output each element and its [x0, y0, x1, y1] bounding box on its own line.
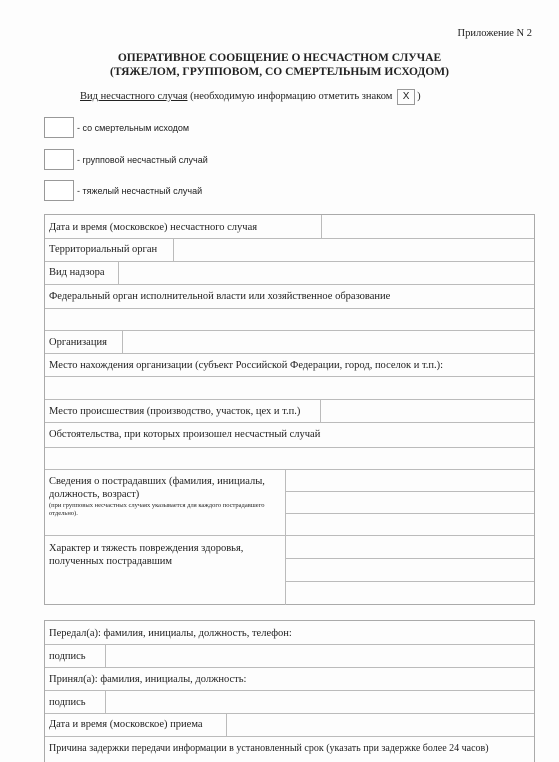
- supervision-type-label: Вид надзора: [49, 267, 105, 278]
- org-location-label: Место нахождения организации (субъект Российской Федерации, город, поселок и т.п.):: [49, 360, 444, 371]
- organization-label: Организация: [49, 337, 107, 348]
- row-divider: [320, 399, 321, 422]
- row-divider: [122, 330, 123, 353]
- row-line: [45, 399, 534, 400]
- accident-kind-line: [80, 89, 421, 105]
- row-line: [45, 713, 534, 714]
- row-line: [45, 644, 534, 645]
- signature-label-2: подпись: [49, 697, 86, 708]
- checkbox-box[interactable]: [44, 117, 74, 138]
- victims-label-2: должность, возраст): [49, 489, 140, 500]
- transmission-form: [44, 620, 535, 762]
- datetime-label: Дата и время (московское) несчастного случая: [49, 222, 258, 233]
- row-line: [45, 308, 534, 309]
- accident-kind-close: ): [417, 91, 421, 102]
- incident-place-label: Место происшествия (производство, участок, цех и т.п.): [49, 406, 301, 417]
- checkbox-label: - тяжелый несчастный случай: [77, 185, 203, 196]
- title-line-1: ОПЕРАТИВНОЕ СООБЩЕНИЕ О НЕСЧАСТНОМ СЛУЧАЕ: [117, 52, 442, 64]
- row-divider: [321, 215, 322, 238]
- incident-form: [44, 214, 535, 605]
- row-line: [285, 513, 534, 514]
- row-divider: [118, 261, 119, 284]
- received-by-label: Принял(а): фамилия, инициалы, должность:: [49, 674, 247, 685]
- checkbox-group[interactable]: [44, 149, 208, 170]
- checkbox-label: - групповой несчастный случай: [77, 154, 208, 165]
- row-line: [285, 581, 534, 582]
- row-line: [45, 376, 534, 377]
- title-line-2: (ТЯЖЕЛОМ, ГРУППОВОМ, СО СМЕРТЕЛЬНЫМ ИСХОДОМ): [110, 66, 449, 78]
- accident-kind-label: Вид несчастного случая: [80, 91, 188, 102]
- column-divider: [285, 469, 286, 605]
- delay-reason-label: Причина задержки передачи информации в установленный срок (указать при задержке более 24 часов): [49, 743, 489, 754]
- row-divider: [105, 690, 106, 713]
- row-line: [45, 736, 534, 737]
- checkbox-fatal[interactable]: [44, 117, 189, 138]
- checkbox-severe[interactable]: [44, 180, 202, 201]
- victims-note: (при групповых несчастных случаях указывается для каждого пострадавшего отдельно).: [49, 502, 265, 517]
- federal-body-label: Федеральный орган исполнительной власти или хозяйственное образование: [49, 291, 391, 302]
- row-line: [45, 284, 534, 285]
- checkbox-box[interactable]: [44, 180, 74, 201]
- circumstances-label: Обстоятельства, при которых произошел несчастный случай: [49, 429, 321, 440]
- row-divider: [105, 644, 106, 667]
- document-title: [0, 51, 559, 79]
- row-line: [45, 353, 534, 354]
- row-line: [45, 447, 534, 448]
- row-line: [285, 491, 534, 492]
- sent-by-label: Передал(а): фамилия, инициалы, должность, телефон:: [49, 628, 292, 639]
- received-datetime-label: Дата и время (московское) приема: [49, 719, 203, 730]
- victims-label-1: Сведения о пострадавших (фамилия, инициалы,: [49, 476, 265, 487]
- row-line: [45, 690, 534, 691]
- row-line: [45, 667, 534, 668]
- signature-label-1: подпись: [49, 651, 86, 662]
- annex-label: Приложение N 2: [457, 28, 532, 39]
- row-line: [45, 469, 534, 470]
- row-line: [285, 558, 534, 559]
- row-divider: [173, 238, 174, 261]
- checkbox-box[interactable]: [44, 149, 74, 170]
- injury-label-1: Характер и тяжесть повреждения здоровья,: [49, 543, 244, 554]
- territorial-body-label: Территориальный орган: [49, 244, 158, 255]
- row-divider: [226, 713, 227, 736]
- row-line: [45, 535, 534, 536]
- row-line: [45, 330, 534, 331]
- injury-label-2: полученных пострадавшим: [49, 556, 173, 567]
- row-line: [45, 422, 534, 423]
- accident-kind-instruction: (необходимую информацию отметить знаком: [190, 91, 393, 102]
- x-mark-sample: X: [397, 89, 415, 105]
- row-line: [45, 238, 534, 239]
- checkbox-label: - со смертельным исходом: [77, 122, 190, 133]
